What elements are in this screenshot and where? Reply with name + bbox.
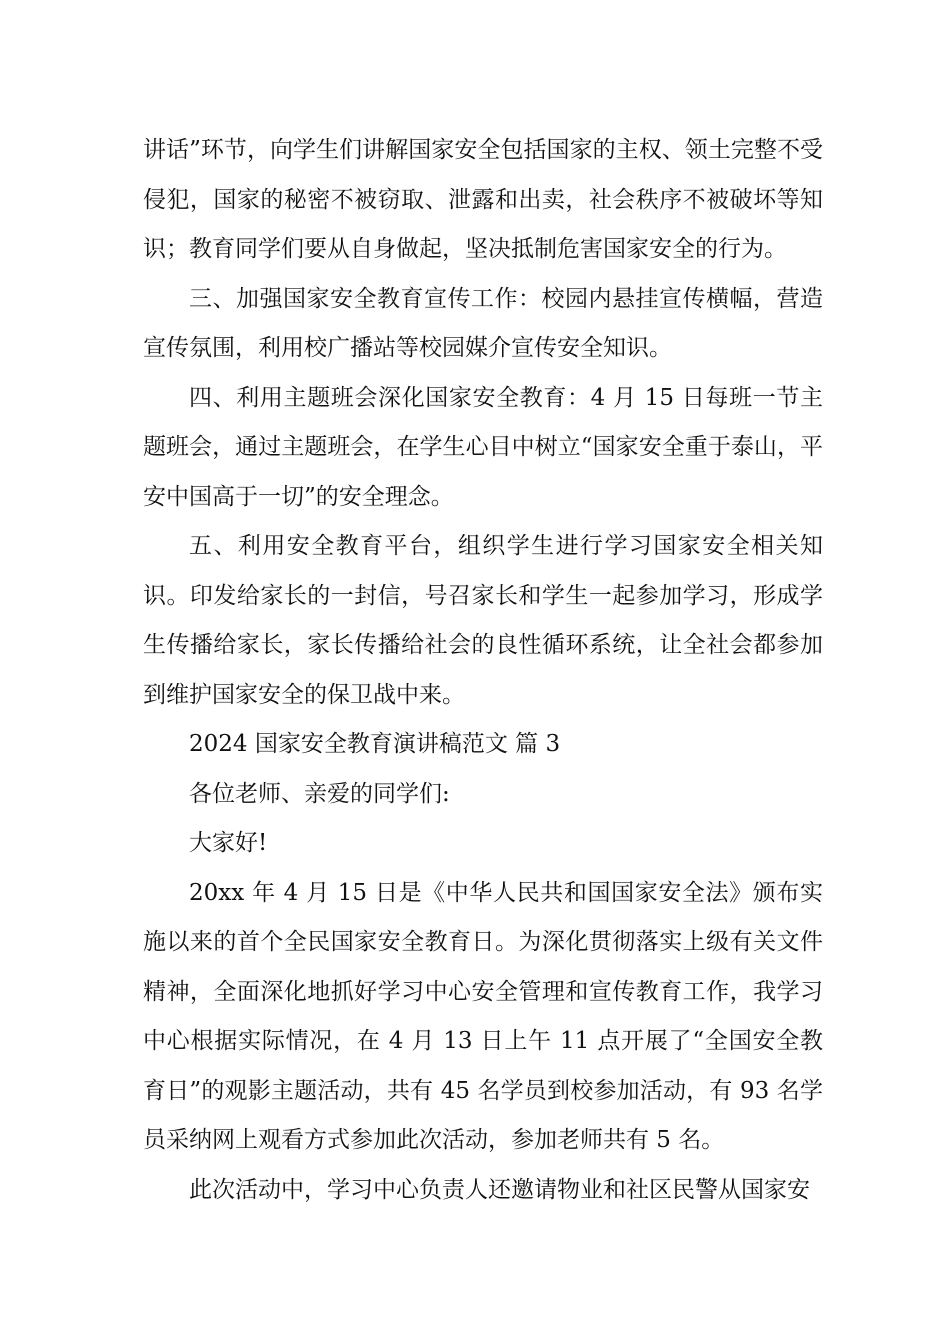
paragraph-4: 五、利用安全教育平台，组织学生进行学习国家安全相关知识。印发给家长的一封信，号召家长和学生一起参加学习，形成学生传播给家长，家长传播给社会的良性循环系统，让全社会都参加到维护国家安全的保卫战中来。 — [143, 533, 823, 708]
paragraph-5: 20xx 年 4 月 15 日是《中华人民共和国国家安全法》颁布实施以来的首个全民国家安全教育日。为深化贯彻落实上级有关文件精神，全面深化地抓好学习中心安全管理和宣传教育工作，我学习中心根据实际情况，在 4 月 13 日上午 11 点开展了“全国安全教育日”的观影主题活动，共有 45 名学员到校参加活动，有 93 名学员采纳网上观看方式参加此次活动，参加老师共有 5 名。 — [143, 879, 823, 1153]
salutation: 各位老师、亲爱的同学们: — [189, 780, 450, 807]
greeting: 大家好! — [189, 830, 268, 856]
paragraph-1: 讲话”环节，向学生们讲解国家安全包括国家的主权、领土完整不受侵犯，国家的秘密不被窃取、泄露和出卖，社会秩序不被破坏等知识；教育同学们要从自身做起，坚决抵制危害国家安全的行为。 — [143, 137, 823, 262]
document-body — [143, 126, 823, 1215]
section-heading: 2024 国家安全教育演讲稿范文 篇 3 — [189, 731, 561, 757]
paragraph-3: 四、利用主题班会深化国家安全教育：4 月 15 日每班一节主题班会，通过主题班会，在学生心目中树立“国家安全重于泰山，平安中国高于一切”的安全理念。 — [143, 384, 823, 510]
paragraph-6: 此次活动中，学习中心负责人还邀请物业和社区民警从国家安 — [189, 1176, 810, 1203]
paragraph-2: 三、加强国家安全教育宣传工作：校园内悬挂宣传横幅，营造宣传氛围，利用校广播站等校园媒介宣传安全知识。 — [143, 285, 823, 361]
